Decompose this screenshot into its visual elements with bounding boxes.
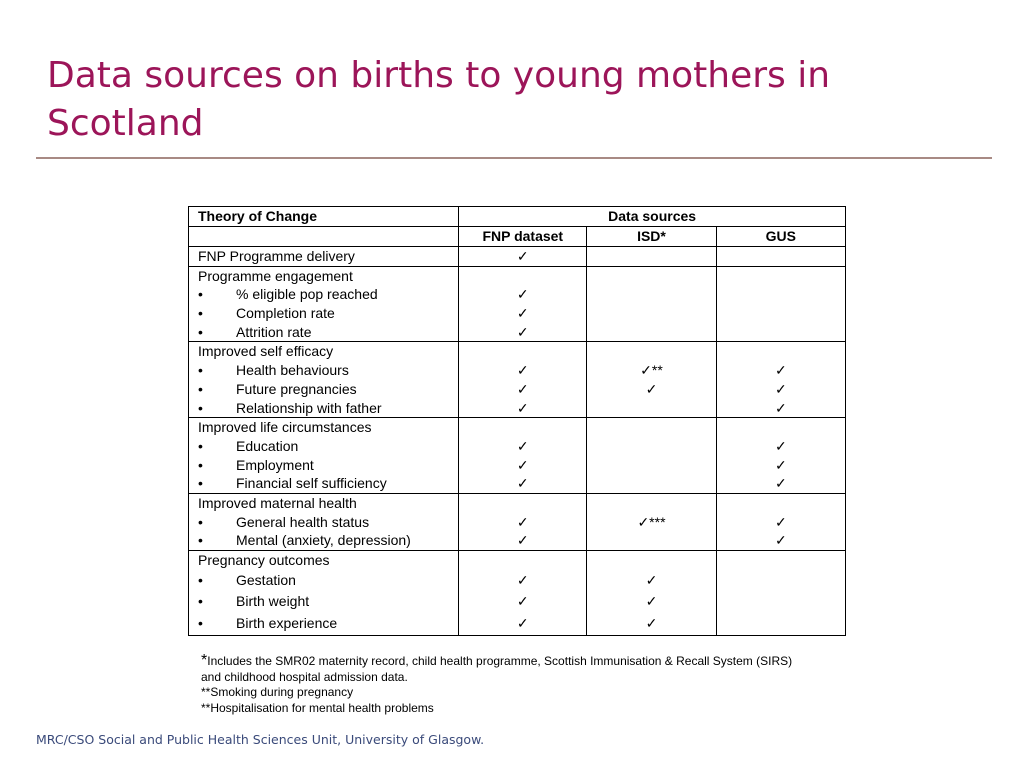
- list-item: [189, 437, 458, 456]
- isd-cell: [587, 418, 716, 494]
- check-mark: ✓: [774, 513, 787, 530]
- item-label: Birth weight: [236, 593, 310, 610]
- header-empty: [189, 227, 459, 247]
- check-mark: [717, 613, 845, 635]
- check-mark: [717, 247, 845, 266]
- fnp-cell: [459, 342, 587, 418]
- group-label-cell: [189, 418, 459, 494]
- list-item: [189, 399, 458, 418]
- group-label-cell: [189, 266, 459, 342]
- isd-cell: [587, 247, 716, 267]
- slide-title: Data sources on births to young mothers in Scotland: [47, 55, 831, 144]
- check-mark: [717, 591, 845, 613]
- bullet-icon: •: [198, 593, 203, 610]
- check-mark: ✓: [516, 248, 529, 264]
- footnote-3: **Hospitalisation for mental health problems: [201, 700, 434, 715]
- gus-cell: [716, 493, 845, 550]
- check-mark: [717, 323, 845, 342]
- group-label-cell: [189, 342, 459, 418]
- group-heading: Pregnancy outcomes: [198, 552, 330, 568]
- check-mark: ✓: [516, 399, 529, 416]
- table-row: [189, 247, 846, 267]
- table-row: [189, 551, 846, 636]
- isd-cell: [587, 342, 716, 418]
- item-label: Education: [236, 437, 299, 454]
- gus-cell: [716, 342, 845, 418]
- bullet-icon: •: [198, 305, 203, 322]
- check-mark: [587, 456, 715, 475]
- check-mark: ✓: [516, 456, 529, 473]
- fnp-cell: [459, 247, 587, 267]
- bullet-icon: •: [198, 532, 203, 549]
- group-label-cell: [189, 493, 459, 550]
- header-row-1: [189, 207, 846, 227]
- list-item: [189, 456, 458, 475]
- check-mark: ✓: [516, 362, 529, 379]
- check-mark: [587, 285, 715, 304]
- check-mark: ✓: [645, 380, 658, 397]
- header-gus: GUS: [716, 227, 845, 247]
- bullet-icon: •: [198, 399, 203, 416]
- check-mark: [587, 323, 715, 342]
- footnote-star: *: [201, 652, 208, 669]
- gus-cell: [716, 551, 845, 636]
- fnp-cell: [459, 418, 587, 494]
- check-mark: [587, 304, 715, 323]
- check-mark: ✓: [774, 399, 787, 416]
- bullet-icon: •: [198, 615, 203, 632]
- item-label: Attrition rate: [236, 323, 312, 340]
- item-label: Future pregnancies: [236, 380, 357, 397]
- row-label: FNP Programme delivery: [198, 248, 355, 264]
- check-mark: [717, 304, 845, 323]
- check-mark: ✓: [774, 380, 787, 397]
- check-mark: [587, 247, 715, 266]
- item-label: Relationship with father: [236, 399, 382, 416]
- check-mark: [717, 285, 845, 304]
- item-label: Financial self sufficiency: [236, 475, 387, 492]
- check-mark: ✓: [516, 593, 529, 610]
- check-mark: ✓**: [640, 362, 663, 379]
- footnote-text: Includes the SMR02 maternity record, child health programme, Scottish Immunisation & Recall System (SIRS): [207, 654, 793, 668]
- check-mark: ✓: [516, 475, 529, 492]
- isd-cell: [587, 551, 716, 636]
- bullet-icon: •: [198, 323, 203, 340]
- check-mark: ✓: [516, 437, 529, 454]
- bullet-icon: •: [198, 380, 203, 397]
- header-theory: Theory of Change: [189, 207, 459, 227]
- fnp-cell: [459, 266, 587, 342]
- check-mark: ✓: [516, 323, 529, 340]
- footnote-1-cont: and childhood hospital admission data.: [201, 669, 408, 684]
- check-mark: [717, 570, 845, 592]
- item-label: Health behaviours: [236, 362, 349, 379]
- bullet-icon: •: [198, 437, 203, 454]
- list-item: [189, 323, 458, 342]
- gus-cell: [716, 266, 845, 342]
- bullet-icon: •: [198, 362, 203, 379]
- check-mark: [587, 474, 715, 493]
- group-heading: Improved maternal health: [198, 494, 357, 511]
- slide-footer: MRC/CSO Social and Public Health Sciences Unit, University of Glasgow.: [36, 732, 485, 747]
- footnotes: [201, 653, 861, 716]
- check-mark: ✓: [516, 532, 529, 549]
- gus-cell: [716, 418, 845, 494]
- check-mark: ✓***: [637, 513, 666, 530]
- isd-cell: [587, 266, 716, 342]
- bullet-icon: •: [198, 286, 203, 303]
- check-mark: ✓: [774, 362, 787, 379]
- list-item: [189, 474, 458, 493]
- group-heading: Programme engagement: [198, 267, 353, 284]
- item-label: Gestation: [236, 571, 296, 588]
- check-mark: ✓: [516, 305, 529, 322]
- data-sources-table: [188, 206, 846, 636]
- check-mark: ✓: [645, 593, 658, 610]
- list-item: [189, 531, 458, 550]
- list-item: [189, 285, 458, 304]
- header-fnp: FNP dataset: [459, 227, 587, 247]
- item-label: Birth experience: [236, 615, 338, 632]
- group-label-cell: [189, 551, 459, 636]
- item-label: Mental (anxiety, depression): [236, 532, 411, 549]
- check-mark: ✓: [645, 571, 658, 588]
- check-mark: ✓: [516, 615, 529, 632]
- check-mark: [587, 531, 715, 550]
- list-item: [189, 380, 458, 399]
- header-data-sources: Data sources: [459, 207, 846, 227]
- fnp-cell: [459, 493, 587, 550]
- check-mark: [587, 437, 715, 456]
- table-row: [189, 418, 846, 494]
- bullet-icon: •: [198, 475, 203, 492]
- check-mark: ✓: [516, 513, 529, 530]
- item-label: % eligible pop reached: [236, 286, 378, 303]
- check-mark: ✓: [516, 380, 529, 397]
- table-row: [189, 266, 846, 342]
- check-mark: ✓: [774, 475, 787, 492]
- list-item: [189, 513, 458, 532]
- header-isd: ISD*: [587, 227, 716, 247]
- item-label: General health status: [236, 513, 370, 530]
- item-label: Employment: [236, 456, 314, 473]
- item-label: Completion rate: [236, 305, 335, 322]
- check-mark: ✓: [645, 615, 658, 632]
- check-mark: ✓: [516, 286, 529, 303]
- gus-cell: [716, 247, 845, 267]
- check-mark: ✓: [516, 571, 529, 588]
- list-item: [189, 304, 458, 323]
- bullet-icon: •: [198, 571, 203, 588]
- check-mark: ✓: [774, 456, 787, 473]
- title-divider: [36, 157, 992, 159]
- fnp-cell: [459, 551, 587, 636]
- header-row-2: [189, 227, 846, 247]
- check-mark: ✓: [774, 437, 787, 454]
- row-label-cell: [189, 247, 459, 267]
- table-row: [189, 493, 846, 550]
- bullet-icon: •: [198, 456, 203, 473]
- list-item: [189, 570, 458, 592]
- check-mark: [587, 399, 715, 418]
- footnote-1: [201, 653, 861, 670]
- group-heading: Improved life circumstances: [198, 419, 372, 436]
- list-item: [189, 613, 458, 635]
- list-item: [189, 361, 458, 380]
- group-heading: Improved self efficacy: [198, 343, 334, 360]
- table-row: [189, 342, 846, 418]
- isd-cell: [587, 493, 716, 550]
- bullet-icon: •: [198, 513, 203, 530]
- list-item: [189, 591, 458, 613]
- footnote-2: **Smoking during pregnancy: [201, 685, 354, 699]
- check-mark: ✓: [774, 532, 787, 549]
